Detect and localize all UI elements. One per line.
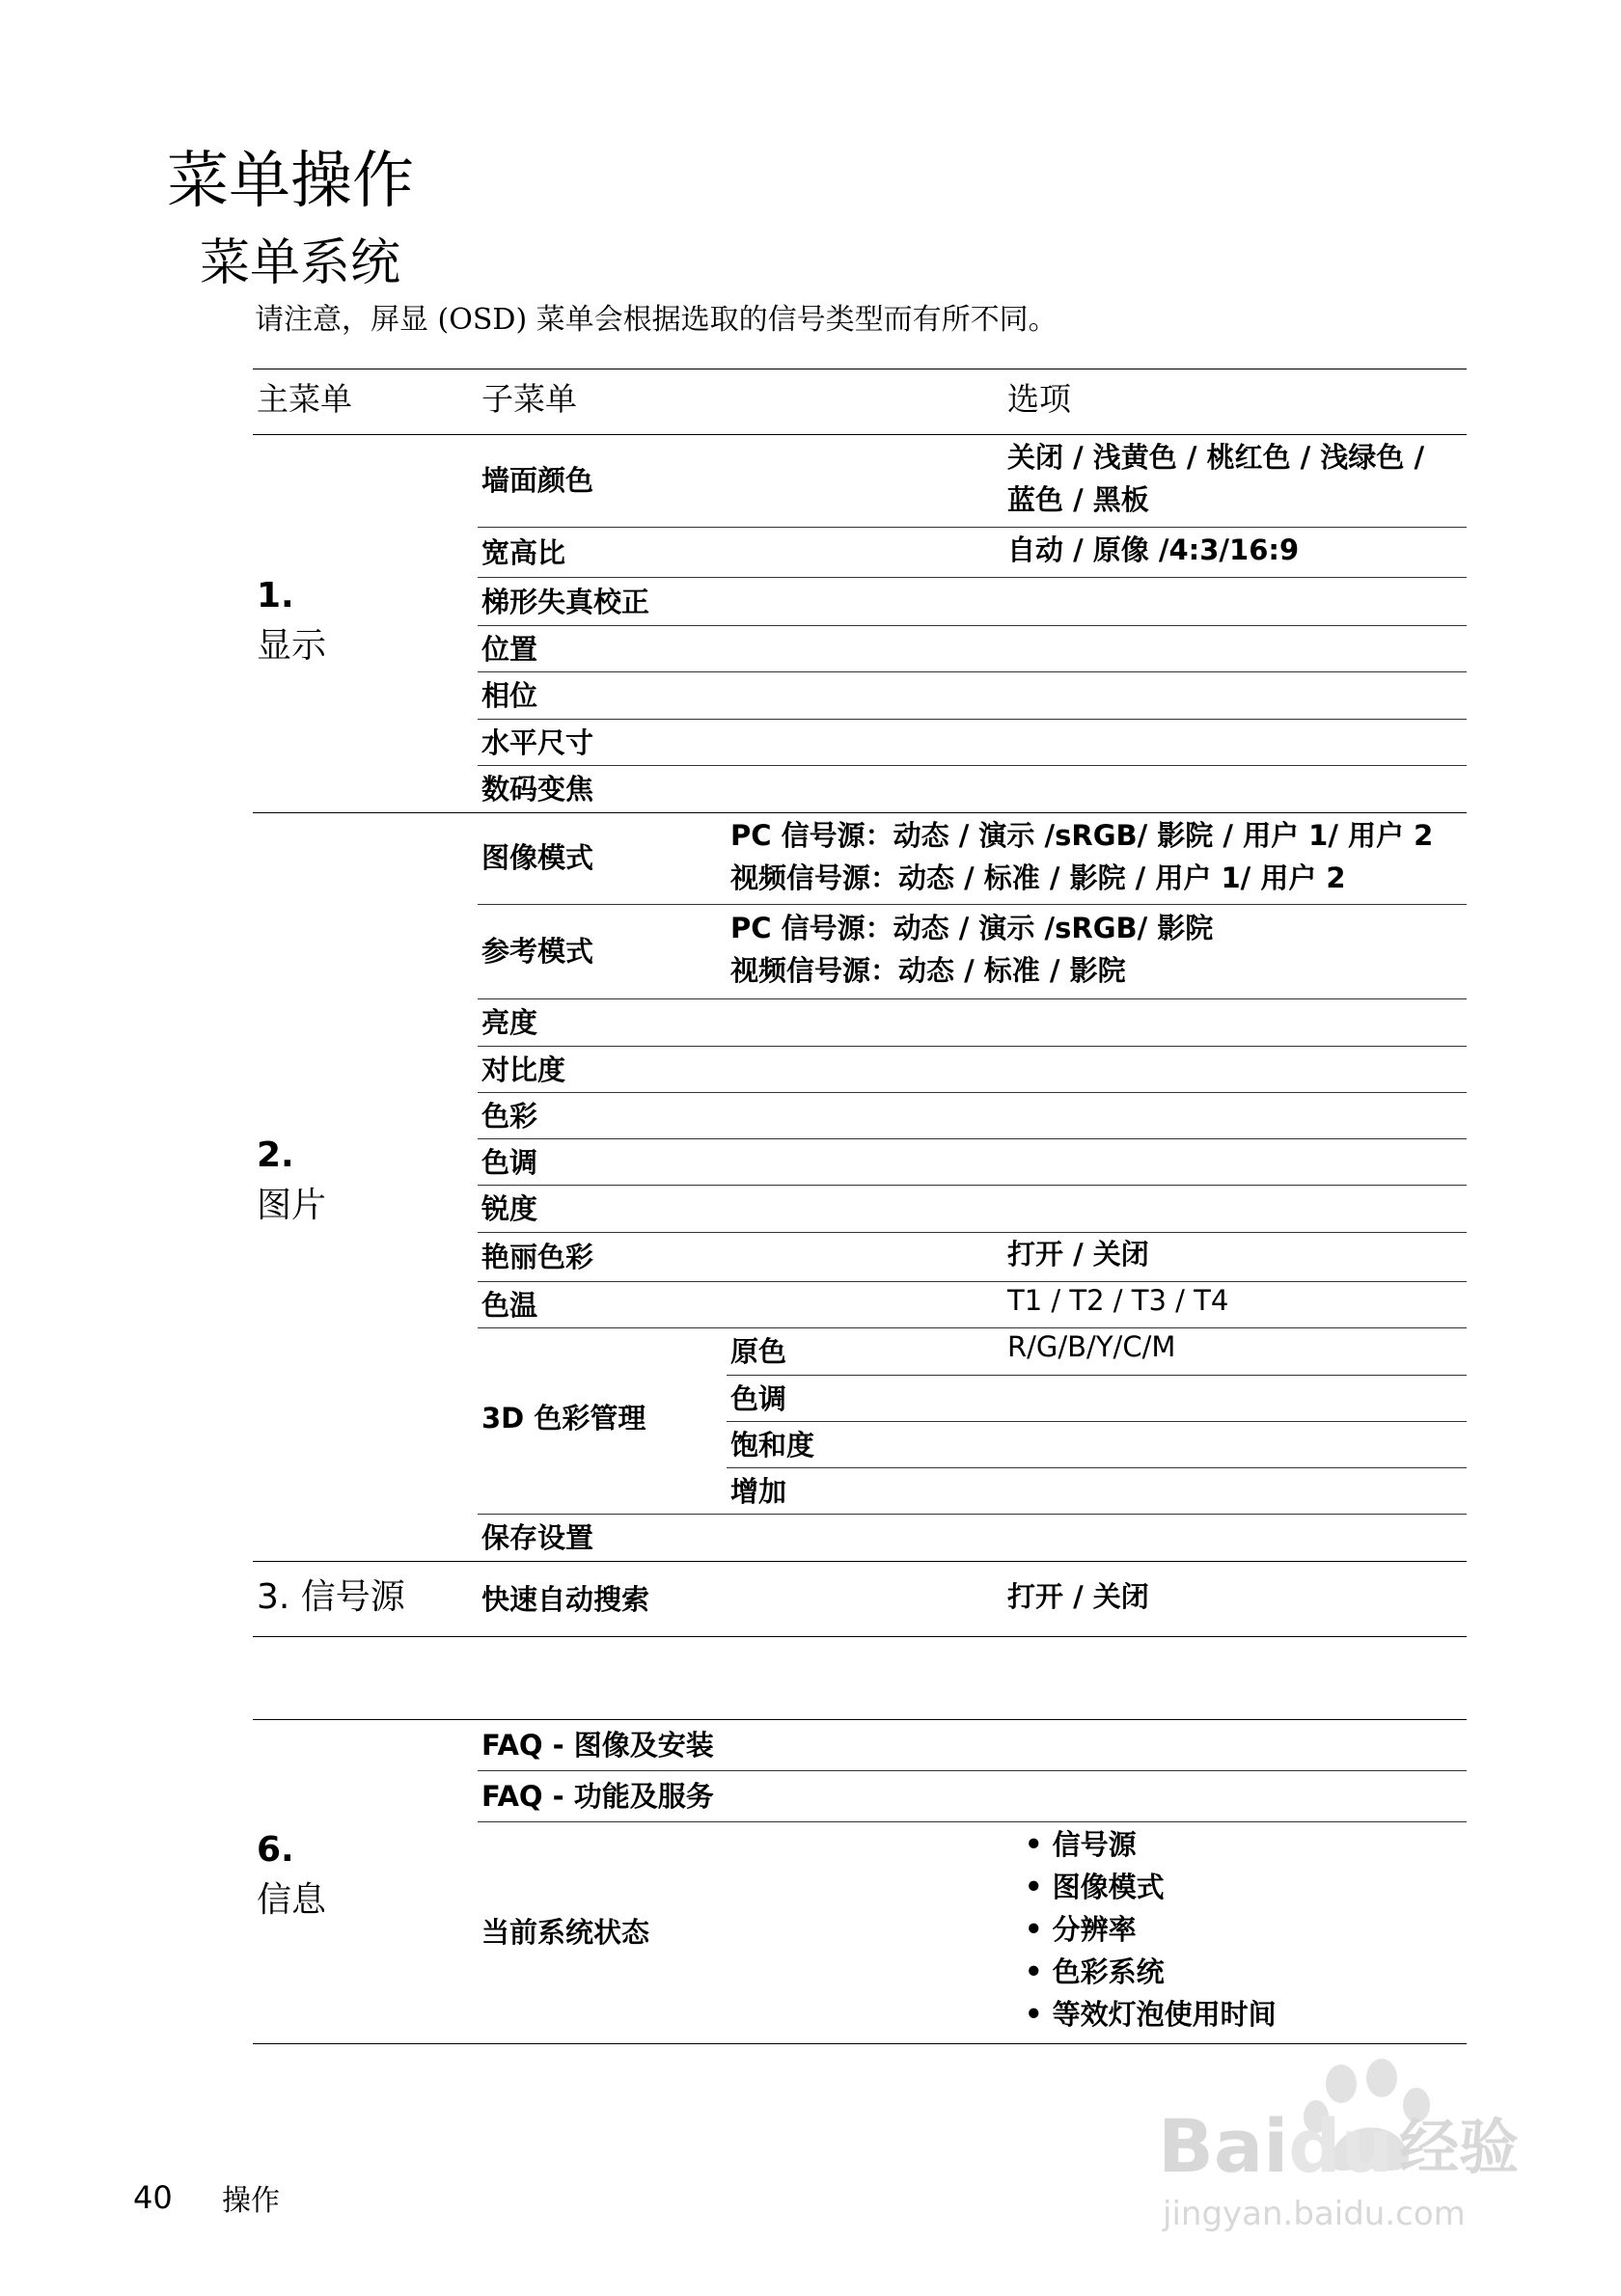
submenu-quick-auto-search: 快速自动搜索 bbox=[481, 1583, 650, 1616]
row-rule bbox=[727, 1467, 1467, 1468]
watermark-jingyan: 经验 bbox=[1399, 2112, 1520, 2182]
header-sub: 子菜单 bbox=[481, 380, 577, 418]
submenu-brightness: 亮度 bbox=[481, 1006, 538, 1039]
submenu-sharpness: 锐度 bbox=[481, 1192, 538, 1225]
watermark-brand-du: du bbox=[1288, 2103, 1393, 2189]
submenu-saturation: 饱和度 bbox=[730, 1429, 815, 1462]
status-item-label: 分辨率 bbox=[1052, 1913, 1137, 1946]
row-rule bbox=[478, 1046, 1467, 1047]
section-title: 菜单系统 bbox=[200, 234, 401, 292]
section-rule bbox=[253, 1561, 1467, 1562]
submenu-3d-color-management: 3D 色彩管理 bbox=[481, 1402, 646, 1435]
page-title: 菜单操作 bbox=[167, 146, 414, 217]
status-item-label: 信号源 bbox=[1052, 1828, 1137, 1861]
submenu-color-temp: 色温 bbox=[481, 1289, 538, 1322]
main-menu-picture-number: 2. bbox=[257, 1135, 294, 1175]
submenu-faq-features: FAQ - 功能及服务 bbox=[481, 1780, 714, 1813]
options-reference-mode-video: 视频信号源：动态 / 标准 / 影院 bbox=[730, 954, 1126, 987]
main-menu-info-number: 6. bbox=[257, 1830, 294, 1870]
submenu-hsize: 水平尺寸 bbox=[481, 726, 594, 759]
row-rule bbox=[478, 1514, 1467, 1515]
main-menu-picture: 图片 bbox=[257, 1186, 327, 1225]
status-item: • 分辨率 bbox=[1025, 1913, 1137, 1946]
submenu-color: 色彩 bbox=[481, 1100, 538, 1133]
main-menu-display-number: 1. bbox=[257, 576, 294, 615]
main-menu-info: 信息 bbox=[257, 1880, 327, 1920]
options-brilliant-color: 打开 / 关闭 bbox=[1007, 1238, 1149, 1271]
osd-note: 请注意，屏显 (OSD) 菜单会根据选取的信号类型而有所不同。 bbox=[255, 303, 1058, 337]
footer-section: 操作 bbox=[222, 2184, 280, 2218]
options-wall-color-1: 关闭 / 浅黄色 / 桃红色 / 浅绿色 / bbox=[1007, 441, 1425, 474]
submenu-reference-mode: 参考模式 bbox=[481, 935, 594, 968]
options-color-temp: T1 / T2 / T3 / T4 bbox=[1007, 1284, 1229, 1317]
section-rule bbox=[253, 1636, 1467, 1637]
submenu-gain: 增加 bbox=[730, 1475, 787, 1508]
row-rule bbox=[478, 671, 1467, 672]
row-rule bbox=[478, 1185, 1467, 1186]
options-aspect: 自动 / 原像 /4:3/16:9 bbox=[1007, 533, 1300, 566]
options-primary-color: R/G/B/Y/C/M bbox=[1007, 1330, 1176, 1363]
submenu-primary-color: 原色 bbox=[730, 1335, 787, 1368]
submenu-keystone: 梯形失真校正 bbox=[481, 586, 650, 618]
submenu-tint: 色调 bbox=[481, 1146, 538, 1179]
status-item-label: 等效灯泡使用时间 bbox=[1052, 1998, 1277, 2031]
submenu-phase: 相位 bbox=[481, 679, 538, 712]
page-number: 40 bbox=[133, 2179, 173, 2216]
header-main: 主菜单 bbox=[257, 380, 352, 418]
submenu-position: 位置 bbox=[481, 633, 538, 666]
status-item: • 信号源 bbox=[1025, 1828, 1137, 1861]
options-picture-mode-video: 视频信号源：动态 / 标准 / 影院 / 用户 1/ 用户 2 bbox=[730, 861, 1346, 894]
status-item: • 图像模式 bbox=[1025, 1871, 1165, 1903]
options-wall-color-2: 蓝色 / 黑板 bbox=[1007, 483, 1149, 516]
submenu-faq-image: FAQ - 图像及安装 bbox=[481, 1729, 714, 1762]
submenu-contrast: 对比度 bbox=[481, 1053, 566, 1086]
status-item-label: 色彩系统 bbox=[1052, 1955, 1165, 1988]
watermark-brand: Bai bbox=[1158, 2103, 1289, 2189]
row-rule bbox=[478, 1821, 1467, 1822]
row-rule bbox=[478, 765, 1467, 766]
watermark-url: jingyan.baidu.com bbox=[1163, 2195, 1466, 2233]
submenu-wall-color: 墙面颜色 bbox=[481, 464, 594, 497]
row-rule bbox=[478, 1138, 1467, 1139]
section-rule bbox=[253, 1719, 1467, 1720]
header-options: 选项 bbox=[1007, 380, 1071, 418]
submenu-hue: 色调 bbox=[730, 1382, 787, 1415]
header-bottom-rule bbox=[253, 434, 1467, 435]
submenu-aspect: 宽高比 bbox=[481, 536, 566, 569]
row-rule bbox=[478, 1232, 1467, 1233]
row-rule bbox=[478, 904, 1467, 905]
main-menu-source: 3. 信号源 bbox=[257, 1577, 405, 1617]
options-picture-mode-pc: PC 信号源：动态 / 演示 /sRGB/ 影院 / 用户 1/ 用户 2 bbox=[730, 819, 1434, 852]
status-item: • 等效灯泡使用时间 bbox=[1025, 1998, 1277, 2031]
section-rule bbox=[253, 812, 1467, 813]
row-rule bbox=[727, 1375, 1467, 1376]
row-rule bbox=[478, 1092, 1467, 1093]
row-rule bbox=[478, 625, 1467, 626]
options-reference-mode-pc: PC 信号源：动态 / 演示 /sRGB/ 影院 bbox=[730, 912, 1214, 944]
status-item: • 色彩系统 bbox=[1025, 1955, 1165, 1988]
row-rule bbox=[727, 1421, 1467, 1422]
table-bottom-rule bbox=[253, 2043, 1467, 2044]
row-rule bbox=[478, 527, 1467, 528]
submenu-save-settings: 保存设置 bbox=[481, 1521, 594, 1554]
row-rule bbox=[478, 577, 1467, 578]
row-rule bbox=[478, 1770, 1467, 1771]
main-menu-display: 显示 bbox=[257, 626, 327, 666]
submenu-current-status: 当前系统状态 bbox=[481, 1916, 650, 1949]
row-rule bbox=[478, 1327, 1467, 1328]
options-quick-auto-search: 打开 / 关闭 bbox=[1007, 1580, 1149, 1613]
row-rule bbox=[478, 998, 1467, 999]
row-rule bbox=[478, 719, 1467, 720]
submenu-brilliant-color: 艳丽色彩 bbox=[481, 1241, 594, 1273]
status-item-label: 图像模式 bbox=[1052, 1871, 1165, 1903]
submenu-picture-mode: 图像模式 bbox=[481, 841, 594, 874]
row-rule bbox=[478, 1281, 1467, 1282]
submenu-zoom: 数码变焦 bbox=[481, 773, 594, 806]
